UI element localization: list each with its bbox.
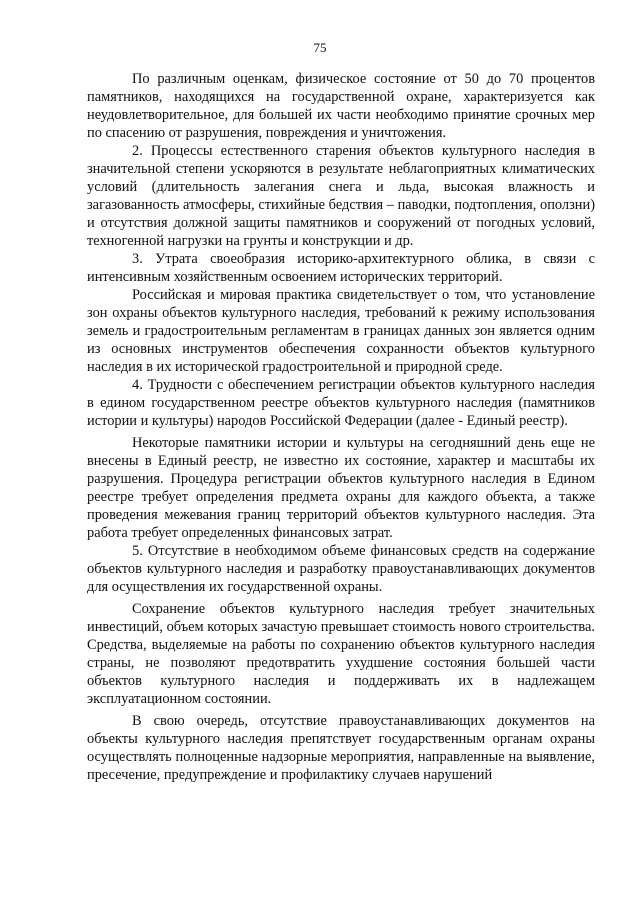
paragraph-protection-zones: Российская и мировая практика свидетельствует о том, что установление зон охраны объектов культурного наследия, требований к режиму использования земель и градостроительным регламентам в границах данных зон является одним из основных инструментов обеспечения сохранности объектов культурного наследия в их исторической градостроительной и природной среде. [87,287,595,375]
paragraph-item-2-aging: 2. Процессы естественного старения объектов культурного наследия в значительной степени ускоряются в результате неблагоприятных климатических условий (длительность залегания снега и льда, высокая влажность и загазованность атмосферы, стихийные бедствия – паводки, подтопления, оползни) и отсутствия должной защиты памятников и сооружений от погодных условий, техногенной нагрузки на грунты и конструкции и др. [87,143,595,249]
document-body [87,70,595,784]
paragraph-investment-needs: Сохранение объектов культурного наследия требует значительных инвестиций, объем которых зачастую превышает стоимость нового строительства. Средства, выделяемые на работы по сохранению объектов культурного наследия страны, не позволяют предотвратить ухудшение состояния большей части объектов культурного наследия и поддерживать их в надлежащем эксплуатационном состоянии. [87,601,595,707]
paragraph-unregistered-monuments: Некоторые памятники истории и культуры на сегодняшний день еще не внесены в Единый реестр, не известно их состояние, характер и масштабы их разрушения. Процедура регистрации объектов культурного наследия в Едином реестре требует определения предмета охраны для каждого объекта, а также проведения межевания границ территорий объектов культурного наследия. Эта работа требует определенных финансовых затрат. [87,435,595,541]
paragraph-item-5-funding: 5. Отсутствие в необходимом объеме финансовых средств на содержание объектов культурного наследия и разработку правоустанавливающих документов для осуществления их государственной охраны. [87,543,595,595]
paragraph-lack-of-documents: В свою очередь, отсутствие правоустанавливающих документов на объекты культурного наследия препятствует государственным органам охраны осуществлять полноценные надзорные мероприятия, направленные на выявление, пресечение, предупреждение и профилактику случаев нарушений [87,713,595,783]
page-number: 75 [313,40,327,55]
paragraph-item-4-registration: 4. Трудности с обеспечением регистрации объектов культурного наследия в едином государственном реестре объектов культурного наследия (памятников истории и культуры) народов Российской Федерации (далее - Единый реестр). [87,377,595,429]
paragraph-condition-estimate: По различным оценкам, физическое состояние от 50 до 70 процентов памятников, находящихся на государственной охране, характеризуется как неудовлетворительное, для большей их части необходимо принятие срочных мер по спасению от разрушения, повреждения и уничтожения. [87,71,595,141]
paragraph-item-3-loss-of-identity: 3. Утрата своеобразия историко-архитектурного облика, в связи с интенсивным хозяйственным освоением исторических территорий. [87,251,595,285]
